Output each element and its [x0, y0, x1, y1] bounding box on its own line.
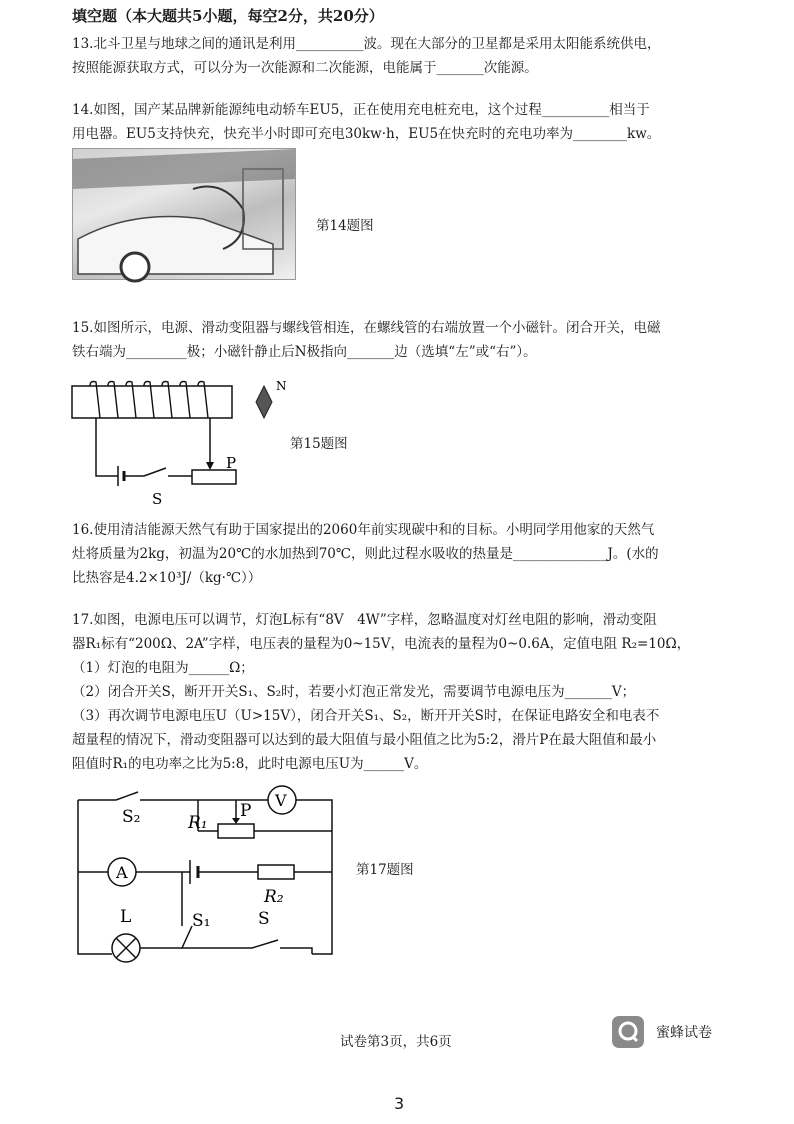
voltmeter-label: V: [275, 791, 287, 810]
section-header: 填空题（本大题共5小题，每空2分，共20分）: [72, 7, 384, 25]
q15-label-p: P: [226, 454, 237, 472]
q13-line2: 按照能源获取方式，可以分为一次能源和二次能源，电能属于_______次能源。: [72, 60, 538, 76]
q17-label-p: P: [240, 801, 252, 821]
q16-line3: 比热容是4.2×10³J/（kg·℃））: [72, 570, 262, 586]
page-number: 3: [394, 1094, 405, 1113]
q15-line1: 15.如图所示，电源、滑动变阻器与螺线管相连，在螺线管的右端放置一个小磁针。闭合开关，电磁: [72, 320, 661, 336]
brand-logo-icon: [612, 1016, 644, 1048]
q17-line5: （3）再次调节电源电压U（U>15V），闭合开关S₁、S₂，断开开关S时，在保证电路安全和电表不: [72, 708, 660, 724]
ammeter-label: A: [116, 863, 128, 882]
q13-line1: 13.北斗卫星与地球之间的通讯是利用__________波。现在大部分的卫星都是采用太阳能系统供电，: [72, 36, 661, 52]
q14-line1: 14.如图，国产某品牌新能源纯电动轿车EU5，正在使用充电桩充电，这个过程__________相当于: [72, 102, 650, 118]
compass-needle: [256, 386, 272, 418]
q17-line3: （1）灯泡的电阻为______Ω；: [72, 660, 254, 676]
q17-line4: （2）闭合开关S，断开开关S₁、S₂时，若要小灯泡正常发光，需要调节电源电压为_______V；: [72, 684, 636, 700]
q15-circuit-diagram: [70, 378, 300, 513]
q17-label-l: L: [120, 907, 132, 927]
q17-line2: 器R₁标有“200Ω、2A”字样，电压表的量程为0~15V，电流表的量程为0~0.6A，定值电阻 R₂=10Ω，: [72, 636, 691, 652]
q17-line1: 17.如图，电源电压可以调节，灯泡L标有“8V 4W”字样，忽略温度对灯丝电阻的影响，滑动变阻: [72, 612, 657, 628]
q14-line2: 用电器。EU5支持快充，快充半小时即可充电30kw·h，EU5在快充时的充电功率为________kw。: [72, 126, 661, 142]
q17-label-r1: R₁: [188, 813, 208, 833]
q15-caption: 第15题图: [290, 436, 348, 452]
q17-line7: 阻值时R₁的电功率之比为5:8，此时电源电压U为______V。: [72, 756, 428, 772]
q15-line2: 铁右端为_________极；小磁针静止后N极指向_______边（选填“左”或“右”）。: [72, 344, 537, 360]
page-footer: 试卷第3页，共6页: [340, 1034, 452, 1050]
q14-caption: 第14题图: [316, 218, 374, 234]
q17-label-r2: R₂: [264, 887, 284, 907]
q17-label-s1: S₁: [192, 911, 211, 931]
car-sketch: [73, 149, 295, 279]
q15-label-n: N: [276, 379, 287, 393]
q17-label-s: S: [258, 909, 270, 929]
q17-line6: 超量程的情况下，滑动变阻器可以达到的最大阻值与最小阻值之比为5:2，滑片P在最大阻值和最小: [72, 732, 657, 748]
brand-name: 蜜蜂试卷: [656, 1025, 712, 1041]
q17-circuit-diagram: [72, 784, 342, 964]
q14-car-charging-photo: [72, 148, 296, 280]
q16-line2: 灶将质量为2kg，初温为20℃的水加热到70℃，则此过程水吸收的热量是______________J。(水的: [72, 546, 659, 562]
q15-label-s: S: [152, 490, 163, 508]
q17-caption: 第17题图: [356, 862, 414, 878]
q17-label-s2: S₂: [122, 807, 141, 827]
q16-line1: 16.使用清洁能源天然气有助于国家提出的2060年前实现碳中和的目标。小明同学用他家的天然气: [72, 522, 655, 538]
